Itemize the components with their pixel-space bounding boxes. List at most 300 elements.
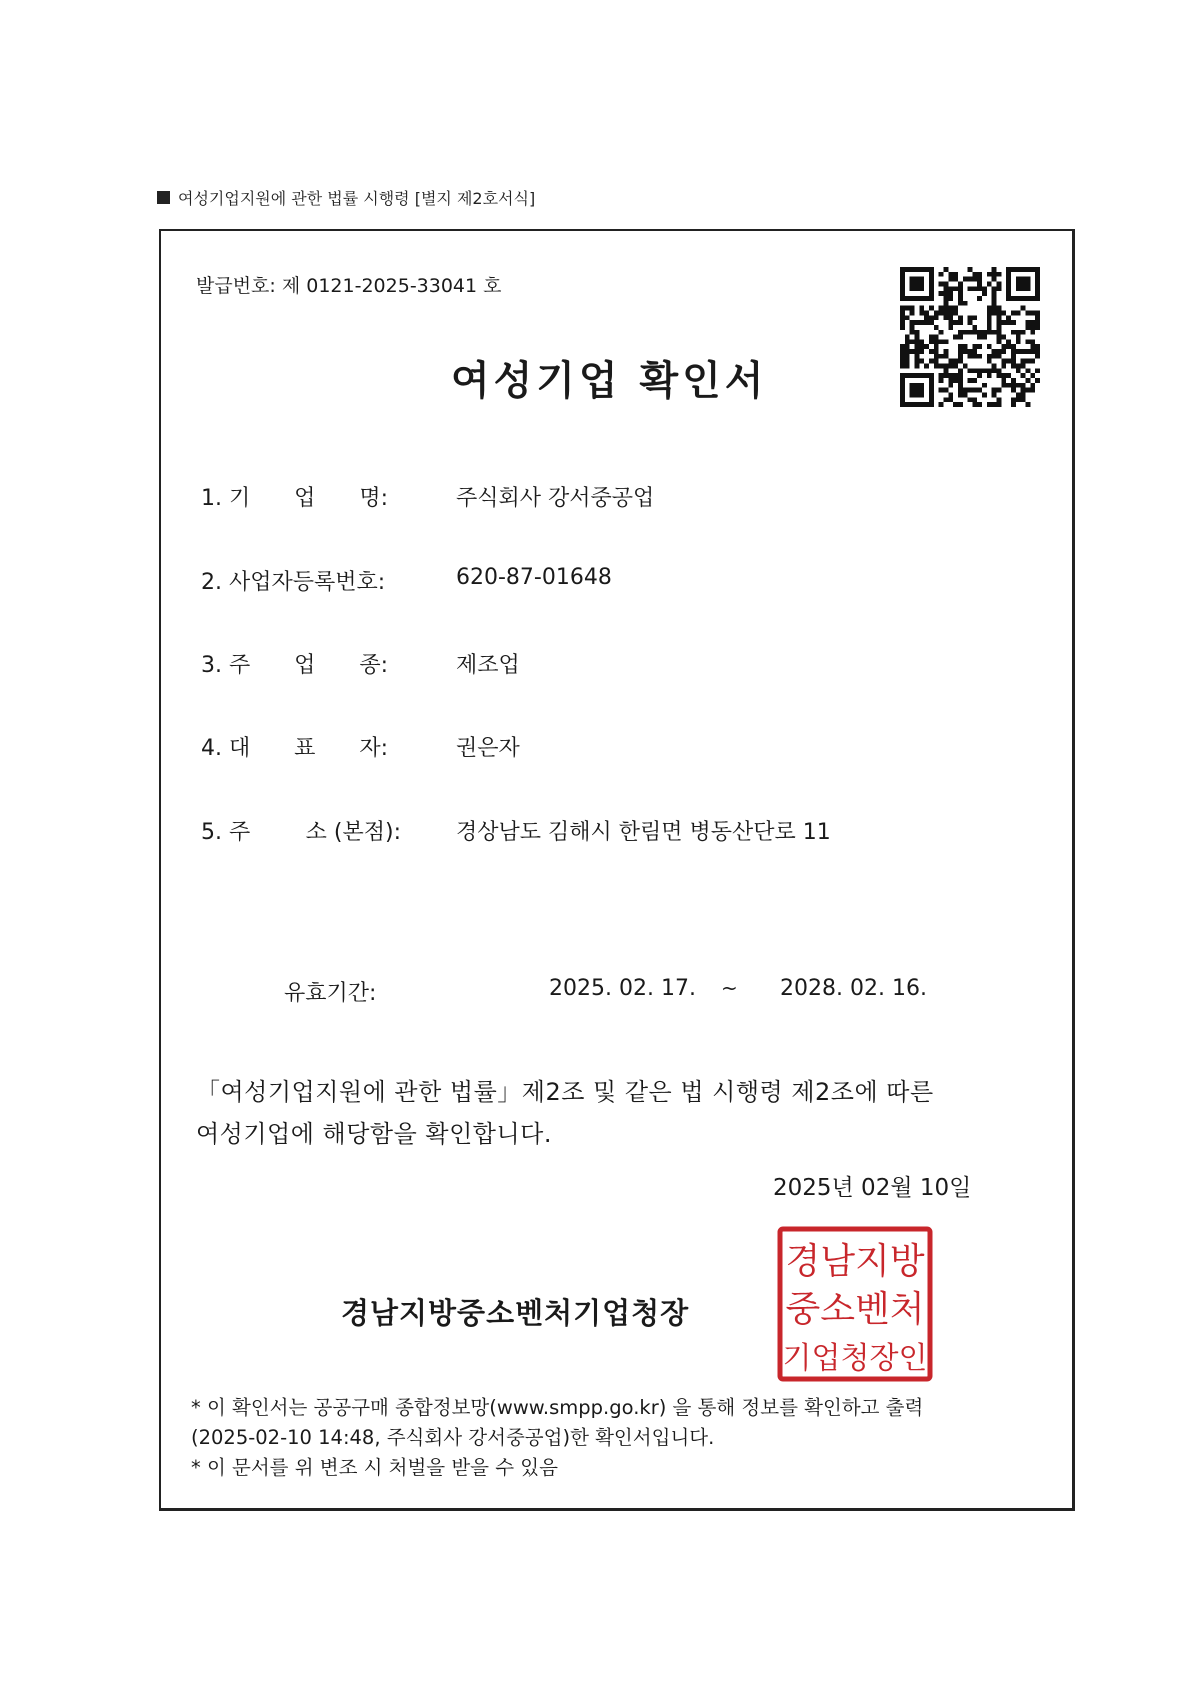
qr-module: [987, 281, 992, 286]
qr-module: [1030, 339, 1035, 344]
qr-module: [953, 378, 958, 383]
label-part: 4. 대: [201, 736, 251, 761]
qr-module: [997, 315, 1002, 320]
qr-module: [953, 286, 958, 291]
qr-module: [972, 388, 977, 393]
qr-module: [997, 320, 1002, 325]
qr-module: [948, 373, 953, 378]
qr-module: [948, 320, 953, 325]
qr-module: [924, 310, 929, 315]
qr-module: [1030, 383, 1035, 388]
qr-module: [1006, 373, 1011, 378]
qr-module: [948, 359, 953, 364]
qr-module: [1006, 339, 1011, 344]
qr-module: [1030, 325, 1035, 330]
qr-module: [972, 272, 977, 277]
qr-module: [968, 267, 973, 272]
qr-module: [1001, 359, 1006, 364]
seal-line: 중소벤처: [785, 1289, 925, 1330]
qr-module: [943, 267, 948, 272]
qr-module: [992, 306, 997, 311]
issue-date: 2025년 02월 10일: [773, 1175, 972, 1201]
qr-module: [987, 320, 992, 325]
qr-module: [905, 315, 910, 320]
qr-module: [968, 330, 973, 335]
label-part: 자:: [359, 736, 388, 761]
qr-module: [992, 296, 997, 301]
qr-module: [1011, 320, 1016, 325]
qr-module: [910, 339, 915, 344]
qr-module: [1011, 397, 1016, 402]
qr-module: [910, 320, 915, 325]
qr-module: [939, 354, 944, 359]
qr-module: [1026, 359, 1031, 364]
qr-module: [934, 364, 939, 369]
qr-module: [977, 354, 982, 359]
qr-module: [992, 272, 997, 277]
qr-module: [992, 301, 997, 306]
qr-module: [905, 335, 910, 340]
qr-module: [963, 277, 968, 282]
qr-module: [1016, 397, 1021, 402]
qr-module: [972, 277, 977, 282]
qr-module: [958, 359, 963, 364]
qr-module: [987, 310, 992, 315]
qr-module: [939, 306, 944, 311]
qr-module: [943, 354, 948, 359]
qr-module: [992, 310, 997, 315]
issuer-name: 경남지방중소벤처기업청장: [341, 1296, 690, 1330]
qr-module: [972, 330, 977, 335]
qr-module: [943, 306, 948, 311]
field-label-company: [201, 481, 388, 512]
qr-module: [948, 306, 953, 311]
qr-module: [972, 397, 977, 402]
form-reference-text: 여성기업지원에 관한 법률 시행령 [별지 제2호서식]: [178, 189, 536, 208]
qr-module: [929, 335, 934, 340]
qr-module: [992, 349, 997, 354]
qr-module: [953, 373, 958, 378]
qr-module: [977, 296, 982, 301]
qr-module: [1021, 388, 1026, 393]
qr-module: [1026, 310, 1031, 315]
qr-module: [1011, 359, 1016, 364]
qr-module: [914, 364, 919, 369]
qr-module: [992, 393, 997, 398]
qr-module: [943, 301, 948, 306]
qr-module: [1001, 373, 1006, 378]
qr-module: [1006, 320, 1011, 325]
qr-module: [900, 310, 905, 315]
field-value-business-number: 620-87-01648: [456, 565, 612, 590]
qr-module: [1011, 364, 1016, 369]
qr-module: [977, 272, 982, 277]
qr-module: [968, 277, 973, 282]
qr-module: [900, 315, 905, 320]
qr-module: [1035, 315, 1040, 320]
qr-module: [919, 344, 924, 349]
qr-module: [948, 378, 953, 383]
qr-module: [997, 354, 1002, 359]
qr-module: [948, 272, 953, 277]
qr-module: [972, 354, 977, 359]
qr-module: [943, 291, 948, 296]
qr-module: [997, 281, 1002, 286]
qr-module: [943, 368, 948, 373]
qr-module: [963, 393, 968, 398]
qr-module: [1021, 349, 1026, 354]
qr-module: [919, 306, 924, 311]
qr-module: [992, 267, 997, 272]
qr-module: [1011, 383, 1016, 388]
validity-label: 유효기간:: [284, 981, 377, 1006]
qr-module: [1021, 397, 1026, 402]
qr-module: [987, 344, 992, 349]
qr-module: [914, 359, 919, 364]
qr-module: [1035, 344, 1040, 349]
qr-module: [997, 397, 1002, 402]
qr-module: [982, 330, 987, 335]
qr-module: [900, 344, 905, 349]
qr-module: [948, 325, 953, 330]
qr-module: [997, 330, 1002, 335]
qr-module: [939, 339, 944, 344]
qr-module: [977, 368, 982, 373]
qr-module: [948, 296, 953, 301]
qr-module: [943, 315, 948, 320]
qr-module: [972, 325, 977, 330]
qr-module: [963, 388, 968, 393]
label-part: 5. 주: [201, 820, 251, 845]
qr-module: [992, 286, 997, 291]
field-label-business-number: [201, 565, 385, 596]
qr-module: [1011, 310, 1016, 315]
qr-module: [939, 364, 944, 369]
qr-module: [1035, 325, 1040, 330]
label-part: 표: [294, 736, 316, 761]
qr-module: [948, 310, 953, 315]
qr-module: [1035, 378, 1040, 383]
qr-module: [997, 306, 1002, 311]
footer-notes: [191, 1393, 923, 1483]
qr-module: [943, 364, 948, 369]
form-reference: [157, 186, 535, 209]
qr-module: [1001, 349, 1006, 354]
validity-separator: ~: [721, 976, 738, 1000]
qr-module: [1011, 349, 1016, 354]
qr-module: [953, 306, 958, 311]
qr-module: [900, 349, 905, 354]
qr-module: [958, 402, 963, 407]
qr-module: [1035, 349, 1040, 354]
qr-module: [982, 335, 987, 340]
qr-module: [958, 291, 963, 296]
qr-module: [1030, 373, 1035, 378]
qr-module: [958, 373, 963, 378]
qr-module: [910, 325, 915, 330]
qr-module: [1016, 339, 1021, 344]
qr-module: [1006, 315, 1011, 320]
qr-module: [953, 310, 958, 315]
qr-module: [972, 286, 977, 291]
qr-module: [963, 364, 968, 369]
qr-module: [977, 388, 982, 393]
label-part: 명:: [359, 486, 388, 511]
qr-module: [1026, 378, 1031, 383]
qr-module: [968, 354, 973, 359]
qr-module: [905, 354, 910, 359]
qr-module: [997, 402, 1002, 407]
qr-module: [958, 378, 963, 383]
qr-module: [919, 339, 924, 344]
qr-module: [968, 397, 973, 402]
qr-module: [972, 344, 977, 349]
qr-module: [929, 349, 934, 354]
qr-module: [1030, 310, 1035, 315]
qr-module: [948, 383, 953, 388]
qr-module: [910, 306, 915, 311]
qr-module: [977, 373, 982, 378]
footer-line: (2025-02-10 14:48, 주식회사 강서중공업)한 확인서입니다.: [191, 1426, 715, 1449]
qr-module: [934, 335, 939, 340]
qr-module: [992, 368, 997, 373]
qr-module: [997, 286, 1002, 291]
qr-module: [924, 364, 929, 369]
qr-module: [934, 359, 939, 364]
qr-module: [958, 296, 963, 301]
qr-module: [982, 291, 987, 296]
qr-module: [958, 388, 963, 393]
qr-module: [939, 373, 944, 378]
square-bullet-icon: [157, 191, 170, 204]
qr-module: [905, 344, 910, 349]
qr-module: [968, 349, 973, 354]
qr-module: [919, 349, 924, 354]
qr-module: [914, 354, 919, 359]
qr-module: [997, 349, 1002, 354]
qr-module: [977, 335, 982, 340]
qr-module: [997, 373, 1002, 378]
qr-module: [929, 306, 934, 311]
qr-module: [972, 378, 977, 383]
qr-module: [958, 330, 963, 335]
qr-module: [963, 349, 968, 354]
qr-module: [1006, 344, 1011, 349]
qr-module: [939, 388, 944, 393]
qr-module: [987, 359, 992, 364]
qr-module: [939, 310, 944, 315]
label-part: 소 (본점):: [305, 820, 401, 845]
qr-module: [987, 315, 992, 320]
qr-module: [977, 330, 982, 335]
qr-module: [929, 315, 934, 320]
qr-module: [1016, 364, 1021, 369]
qr-module: [929, 320, 934, 325]
qr-module: [1011, 344, 1016, 349]
qr-module: [948, 393, 953, 398]
qr-module: [1030, 349, 1035, 354]
qr-module: [934, 354, 939, 359]
qr-module: [963, 344, 968, 349]
qr-module: [1021, 364, 1026, 369]
qr-module: [958, 301, 963, 306]
qr-module: [1035, 320, 1040, 325]
qr-module: [958, 281, 963, 286]
qr-module: [905, 359, 910, 364]
qr-module: [914, 320, 919, 325]
qr-module: [1016, 310, 1021, 315]
statement-line: 「여성기업지원에 관한 법률」제2조 및 같은 법 시행령 제2조에 따른: [196, 1078, 934, 1106]
qr-module: [939, 272, 944, 277]
qr-module: [943, 286, 948, 291]
qr-module: [997, 339, 1002, 344]
qr-module: [934, 325, 939, 330]
qr-module: [900, 306, 905, 311]
qr-module: [924, 344, 929, 349]
qr-module: [914, 330, 919, 335]
validity-end-date: 2028. 02. 16.: [780, 976, 927, 1001]
qr-module: [1030, 359, 1035, 364]
field-value-industry: 제조업: [456, 653, 520, 678]
qr-module: [953, 277, 958, 282]
qr-module: [1011, 378, 1016, 383]
qr-module: [1026, 402, 1031, 407]
qr-module: [958, 320, 963, 325]
qr-module: [953, 364, 958, 369]
qr-module: [1001, 364, 1006, 369]
qr-module: [977, 277, 982, 282]
qr-module: [1001, 320, 1006, 325]
qr-module: [934, 339, 939, 344]
qr-module: [929, 339, 934, 344]
qr-module: [958, 354, 963, 359]
qr-module: [924, 315, 929, 320]
qr-module: [992, 388, 997, 393]
official-seal-icon: [776, 1225, 934, 1383]
qr-module: [1001, 383, 1006, 388]
qr-module: [987, 330, 992, 335]
qr-module: [992, 402, 997, 407]
qr-module: [1021, 359, 1026, 364]
qr-module: [905, 306, 910, 311]
qr-module: [1011, 388, 1016, 393]
qr-module: [992, 277, 997, 282]
issue-number: 발급번호: 제 0121-2025-33041 호: [196, 275, 502, 297]
qr-module: [997, 368, 1002, 373]
qr-module: [992, 330, 997, 335]
qr-module: [910, 349, 915, 354]
qr-module: [1016, 330, 1021, 335]
qr-module: [943, 397, 948, 402]
qr-module: [943, 373, 948, 378]
certificate-frame: [159, 229, 1075, 1511]
qr-module: [1026, 368, 1031, 373]
qr-module: [914, 344, 919, 349]
qr-module: [1026, 339, 1031, 344]
qr-module: [910, 310, 915, 315]
qr-module: [1026, 349, 1031, 354]
qr-module: [982, 286, 987, 291]
qr-module: [963, 330, 968, 335]
qr-module: [948, 286, 953, 291]
qr-module: [900, 320, 905, 325]
qr-module: [958, 393, 963, 398]
qr-module: [958, 335, 963, 340]
qr-module: [987, 373, 992, 378]
qr-module: [1030, 344, 1035, 349]
qr-module: [1001, 335, 1006, 340]
qr-module: [968, 368, 973, 373]
qr-module: [997, 388, 1002, 393]
qr-module: [948, 364, 953, 369]
qr-module: [939, 281, 944, 286]
qr-module: [1016, 349, 1021, 354]
qr-module: [1021, 383, 1026, 388]
qr-module: [1001, 344, 1006, 349]
qr-module: [1001, 378, 1006, 383]
qr-module: [943, 281, 948, 286]
qr-module: [953, 359, 958, 364]
qr-module: [987, 272, 992, 277]
qr-module: [997, 325, 1002, 330]
qr-module: [939, 291, 944, 296]
qr-module: [977, 402, 982, 407]
qr-module: [1030, 330, 1035, 335]
field-value-company: 주식회사 강서중공업: [456, 486, 655, 511]
qr-module: [934, 349, 939, 354]
qr-module: [1030, 388, 1035, 393]
qr-module: [1021, 373, 1026, 378]
qr-module: [992, 354, 997, 359]
qr-module: [997, 310, 1002, 315]
qr-module: [977, 281, 982, 286]
qr-module: [972, 315, 977, 320]
qr-module: [1011, 354, 1016, 359]
qr-module: [919, 310, 924, 315]
qr-module: [1016, 393, 1021, 398]
qr-module: [987, 368, 992, 373]
qr-module: [934, 344, 939, 349]
qr-module: [958, 383, 963, 388]
qr-module: [968, 378, 973, 383]
qr-module: [982, 368, 987, 373]
qr-module: [948, 291, 953, 296]
qr-module: [977, 286, 982, 291]
qr-module: [910, 330, 915, 335]
qr-module: [972, 368, 977, 373]
qr-module: [958, 286, 963, 291]
label-part: 2. 사업자등록번호:: [201, 570, 386, 595]
qr-module: [1021, 393, 1026, 398]
qr-module: [934, 315, 939, 320]
label-part: 업: [294, 486, 316, 511]
qr-module: [972, 402, 977, 407]
document-title: 여성기업 확인서: [451, 358, 768, 404]
qr-module: [905, 364, 910, 369]
qr-module: [900, 364, 905, 369]
qr-module: [914, 335, 919, 340]
qr-module: [1030, 320, 1035, 325]
qr-module: [987, 325, 992, 330]
validity-start-date: 2025. 02. 17.: [549, 976, 696, 1001]
qr-module: [939, 402, 944, 407]
statement-line: 여성기업에 해당함을 확인합니다.: [196, 1120, 552, 1148]
qr-module: [992, 364, 997, 369]
qr-module: [953, 335, 958, 340]
qr-module: [968, 388, 973, 393]
qr-module: [1021, 306, 1026, 311]
qr-module: [900, 325, 905, 330]
